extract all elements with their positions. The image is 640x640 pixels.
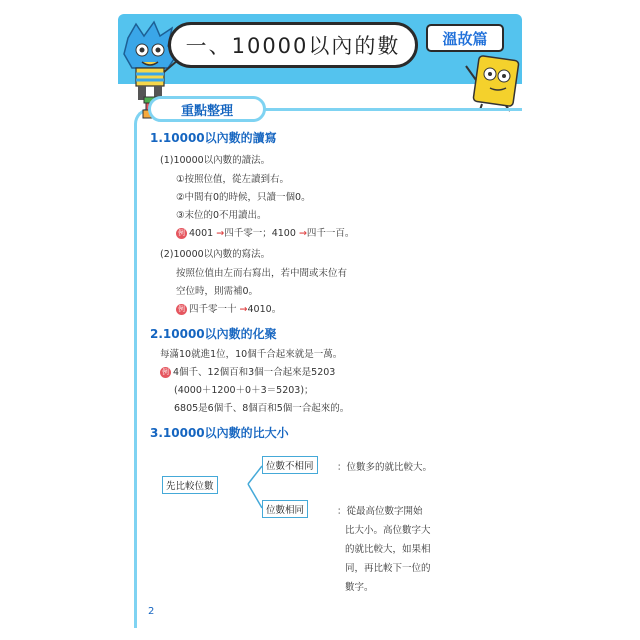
ex1-end: 。 — [344, 228, 355, 239]
s1-para-line-2: 空位時，則需補0。 — [176, 286, 259, 297]
branch-same-line-5: 數字。 — [345, 582, 374, 593]
ex1-read-a: 四千零一 — [224, 228, 263, 239]
s2-line-1: 每滿10就進1位，10個千合起來就是一萬。 — [160, 349, 343, 360]
arrow-right-icon: → — [239, 304, 248, 315]
ex2-end: 。 — [271, 304, 282, 315]
s1-sub2: (2)10000以內數的寫法。 — [160, 249, 271, 260]
arrow-right-icon: → — [298, 228, 307, 239]
ex1-read-b: 四千一百 — [306, 228, 345, 239]
s2-line-2 — [160, 364, 335, 378]
mascot-right-icon — [462, 50, 526, 112]
branch-diff-digits-text: ：位數多的就比較大。 — [337, 462, 433, 473]
s2-line-3: (4000＋1200＋0＋3＝5203)； — [174, 385, 314, 396]
section-title: 重點整理 — [148, 96, 266, 122]
s1-rule-2: ②中間有0的時候，只讀一個0。 — [176, 192, 311, 203]
example-badge: 例 — [178, 305, 185, 313]
s1-example-2 — [176, 301, 281, 315]
ex1-number-a: 4001 — [189, 228, 214, 239]
review-tag: 溫故篇 — [426, 24, 504, 52]
s1-para-line-1: 按照位值由左而右寫出，若中間或末位有 — [176, 268, 348, 279]
branch-same-digits-box: 位數相同 — [262, 500, 308, 518]
s2-heading: 2.10000以內數的化聚 — [150, 327, 277, 341]
example-badge: 例 — [178, 229, 185, 237]
s1-sub1: (1)10000以內數的讀法。 — [160, 155, 271, 166]
ex2-number: 4010 — [247, 304, 272, 315]
compare-start-box: 先比較位數 — [162, 476, 218, 494]
ex1-number-b: 4100 — [271, 228, 296, 239]
branch-same-line-3: 的就比較大，如果相 — [345, 544, 431, 555]
branch-same-line-2: 比大小。高位數字大 — [345, 525, 431, 536]
s1-heading: 1.10000以內數的讀寫 — [150, 131, 277, 145]
ex1-separator: ； — [262, 228, 272, 239]
page-title: 一、10000以內的數 — [168, 22, 418, 68]
s1-rule-1: ①按照位值，從左讀到右。 — [176, 174, 290, 185]
branch-same-line-1: ：從最高位數字開始 — [337, 506, 423, 517]
example-badge: 例 — [162, 368, 169, 376]
s3-heading: 3.10000以內數的比大小 — [150, 426, 289, 440]
s2-line-4: 6805是6個千、8個百和5個一合起來的。 — [174, 403, 350, 414]
branch-diff-digits-box: 位數不相同 — [262, 456, 318, 474]
ex2-read: 四千零一十 — [189, 304, 237, 315]
s2-line-2-text: 4個千、12個百和3個一合起來是5203 — [173, 367, 336, 378]
page-number: 2 — [148, 606, 155, 617]
branch-same-line-4: 同，再比較下一位的 — [345, 563, 431, 574]
arrow-right-icon: → — [216, 228, 225, 239]
s1-example-1 — [176, 225, 354, 239]
s1-rule-3: ③末位的0不用讀出。 — [176, 210, 267, 221]
